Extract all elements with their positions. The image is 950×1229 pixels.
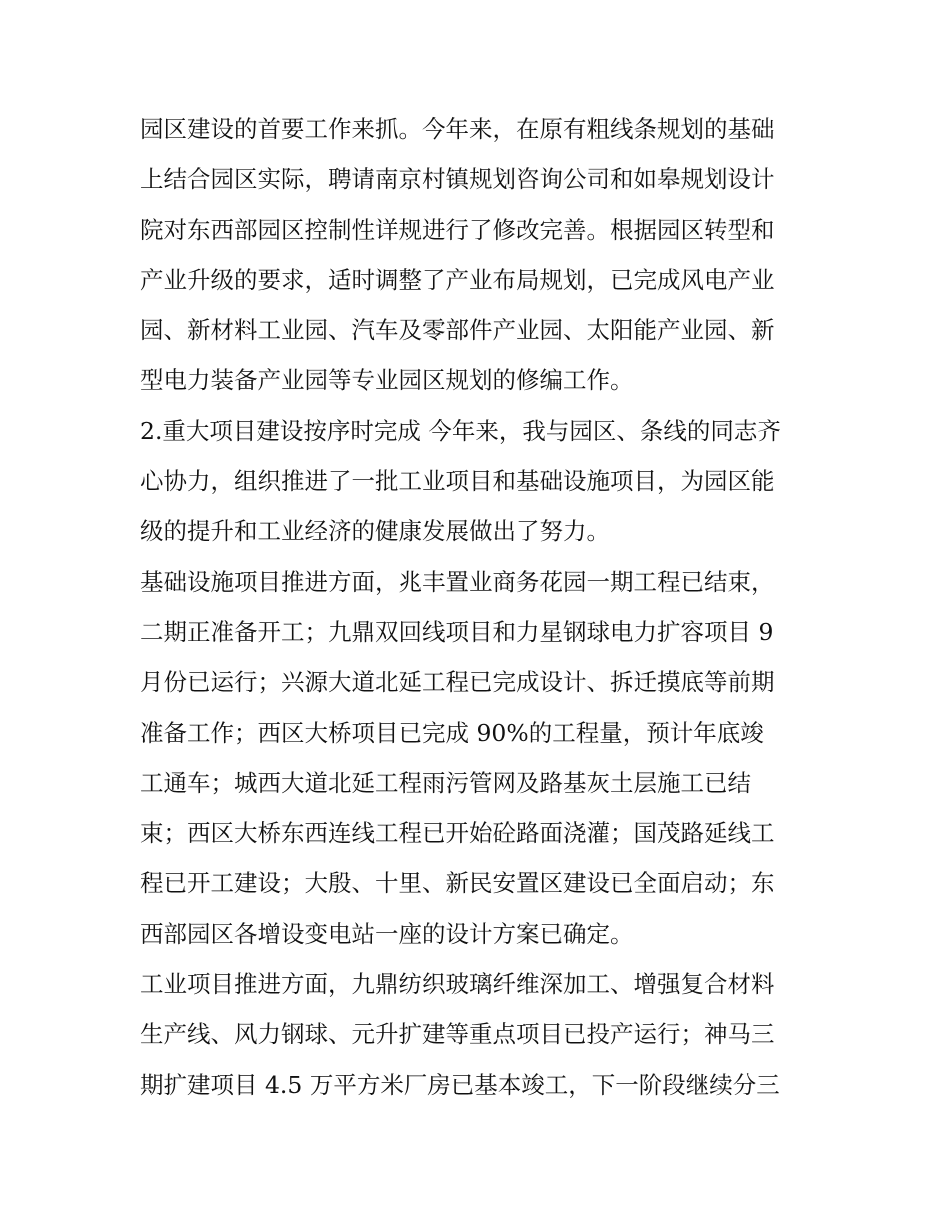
text-line: 二期正准备开工；九鼎双回线项目和力星钢球电力扩容项目 9 <box>140 617 774 646</box>
text-line: 院对东西部园区控制性详规进行了修改完善。根据园区转型和 <box>140 215 775 244</box>
text-line: 工业项目推进方面，九鼎纺织玻璃纤维深加工、增强复合材料 <box>140 970 775 999</box>
text-line: 上结合园区实际，聘请南京村镇规划咨询公司和如皋规划设计 <box>140 165 775 194</box>
text-line: 束；西区大桥东西连线工程已开始砼路面浇灌；国茂路延线工 <box>140 819 775 848</box>
text-line: 月份已运行；兴源大道北延工程已完成设计、拆迁摸底等前期 <box>140 668 775 697</box>
text-line: 程已开工建设；大殷、十里、新民安置区建设已全面启动；东 <box>140 869 775 898</box>
text-line: 工通车；城西大道北延工程雨污管网及路基灰土层施工已结 <box>140 768 751 797</box>
text-line: 生产线、风力钢球、元升扩建等重点项目已投产运行；神马三 <box>140 1020 775 1049</box>
text-line: 园区建设的首要工作来抓。今年来，在原有粗线条规划的基础 <box>140 115 775 143</box>
text-line: 心协力，组织推进了一批工业项目和基础设施项目，为园区能 <box>140 467 775 496</box>
section-heading-line: 2.重大项目建设按序时完成 今年来，我与园区、条线的同志齐 <box>140 416 781 445</box>
text-line: 准备工作；西区大桥项目已完成 90%的工程量，预计年底竣 <box>140 718 764 747</box>
text-line: 期扩建项目 4.5 万平方米厂房已基本竣工，下一阶段继续分三 <box>140 1070 780 1099</box>
body-text <box>140 104 820 1110</box>
text-line: 型电力装备产业园等专业园区规划的修编工作。 <box>140 366 634 395</box>
text-line: 产业升级的要求，适时调整了产业布局规划，已完成风电产业 <box>140 265 775 294</box>
text-line: 园、新材料工业园、汽车及零部件产业园、太阳能产业园、新 <box>140 316 775 345</box>
text-line: 西部园区各增设变电站一座的设计方案已确定。 <box>140 919 634 948</box>
text-line: 基础设施项目推进方面，兆丰置业商务花园一期工程已结束， <box>140 567 775 596</box>
text-line: 级的提升和工业经济的健康发展做出了努力。 <box>140 517 610 546</box>
